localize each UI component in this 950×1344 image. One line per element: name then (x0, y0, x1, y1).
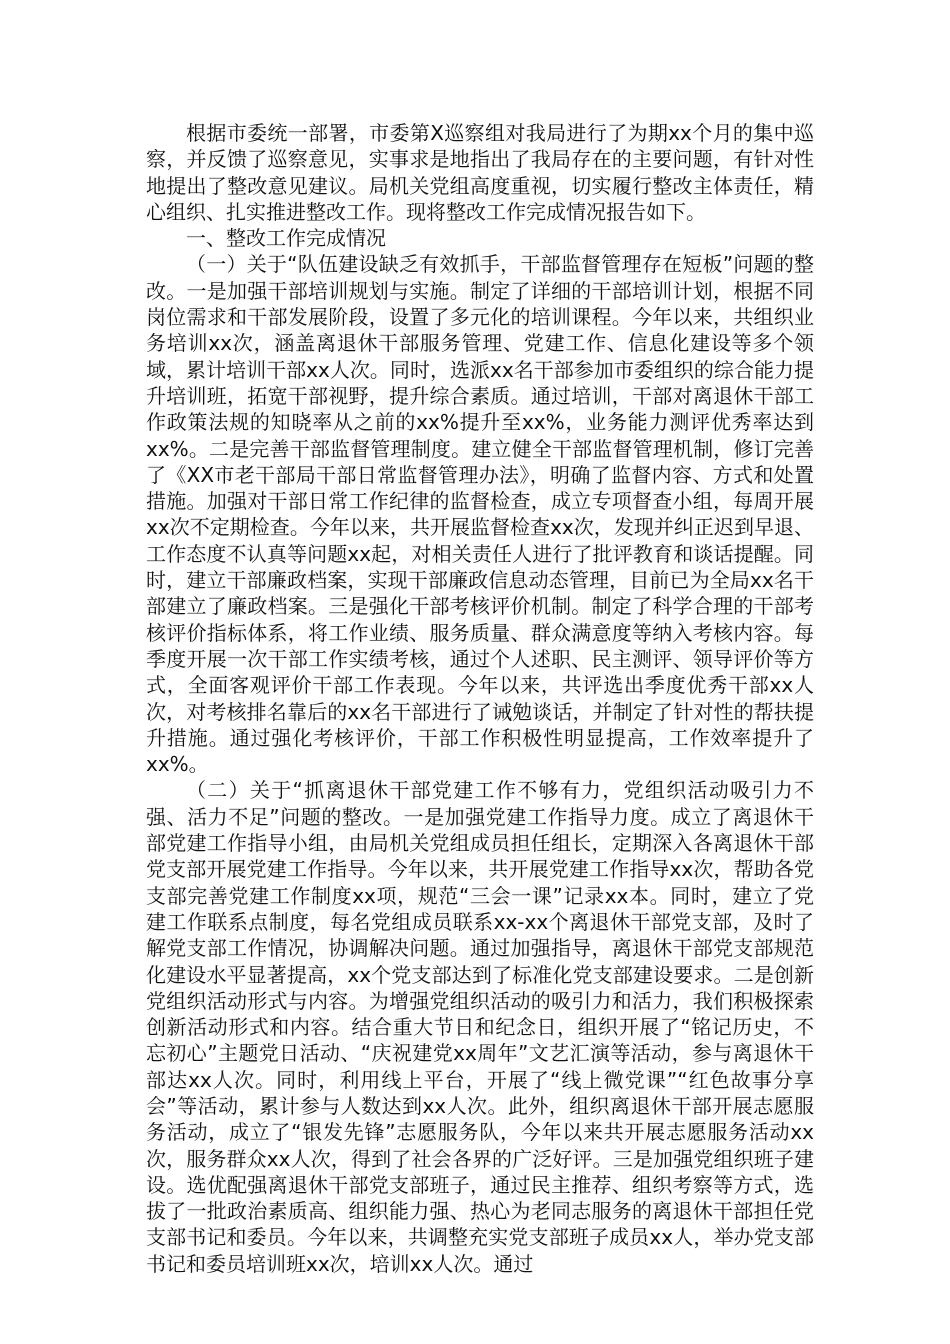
item-paragraph-1: （一）关于“队伍建设缺乏有效抓手，干部监督管理存在短板”问题的整改。一是加强干部培训规划与实施。制定了详细的干部培训计划，根据不同岗位需求和干部发展阶段，设置了多元化的培训课程。今年以来，共组织业务培训xx次，涵盖离退休干部服务管理、党建工作、信息化建设等多个领域，累计培训干部xx人次。同时，选派xx名干部参加市委组织的综合能力提升培训班，拓宽干部视野，提升综合素质。通过培训，干部对离退休干部工作政策法规的知晓率从之前的xx%提升至xx%，业务能力测评优秀率达到xx%。二是完善干部监督管理制度。建立健全干部监督管理机制，修订完善了《XX市老干部局干部日常监督管理办法》，明确了监督内容、方式和处置措施。加强对干部日常工作纪律的监督检查，成立专项督查小组，每周开展xx次不定期检查。今年以来，共开展监督检查xx次，发现并纠正迟到早退、工作态度不认真等问题xx起，对相关责任人进行了批评教育和谈话提醒。同时，建立干部廉政档案，实现干部廉政信息动态管理，目前已为全局xx名干部建立了廉政档案。三是强化干部考核评价机制。制定了科学合理的干部考核评价指标体系，将工作业绩、服务质量、群众满意度等纳入考核内容。每季度开展一次干部工作实绩考核，通过个人述职、民主测评、领导评价等方式，全面客观评价干部工作表现。今年以来，共评选出季度优秀干部xx人次，对考核排名靠后的xx名干部进行了诫勉谈话，并制定了针对性的帮扶提升措施。通过强化考核评价，干部工作积极性明显提高，工作效率提升了xx%。 (146, 252, 814, 777)
item-paragraph-2: （二）关于“抓离退休干部党建工作不够有力，党组织活动吸引力不强、活力不足”问题的整改。一是加强党建工作指导力度。成立了离退休干部党建工作指导小组，由局机关党组成员担任组长，定期深入各离退休干部党支部开展党建工作指导。今年以来，共开展党建工作指导xx次，帮助各党支部完善党建工作制度xx项，规范“三会一课”记录xx本。同时，建立了党建工作联系点制度，每名党组成员联系xx-xx个离退休干部党支部，及时了解党支部工作情况，协调解决问题。通过加强指导，离退休干部党支部规范化建设水平显著提高，xx个党支部达到了标准化党支部建设要求。二是创新党组织活动形式与内容。为增强党组织活动的吸引力和活力，我们积极探索创新活动形式和内容。结合重大节日和纪念日，组织开展了“铭记历史，不忘初心”主题党日活动、“庆祝建党xx周年”文艺汇演等活动，参与离退休干部达xx人次。同时，利用线上平台，开展了“线上微党课”“红色故事分享会”等活动，累计参与人数达到xx人次。此外，组织离退休干部开展志愿服务活动，成立了“银发先锋”志愿服务队，今年以来共开展志愿服务活动xx次，服务群众xx人次，得到了社会各界的广泛好评。三是加强党组织班子建设。选优配强离退休干部党支部班子，通过民主推荐、组织考察等方式，选拔了一批政治素质高、组织能力强、热心为老同志服务的离退休干部担任党支部书记和委员。今年以来，共调整充实党支部班子成员xx人，举办党支部书记和委员培训班xx次，培训xx人次。通过 (146, 778, 814, 1276)
intro-paragraph: 根据市委统一部署，市委第X巡察组对我局进行了为期xx个月的集中巡察，并反馈了巡察意见，实事求是地指出了我局存在的主要问题，有针对性地提出了整改意见建议。局机关党组高度重视，切实履行整改主体责任，精心组织、扎实推进整改工作。现将整改工作完成情况报告如下。 (146, 121, 814, 224)
document-page (146, 120, 814, 1277)
section-heading: 一、整改工作完成情况 (186, 226, 386, 251)
